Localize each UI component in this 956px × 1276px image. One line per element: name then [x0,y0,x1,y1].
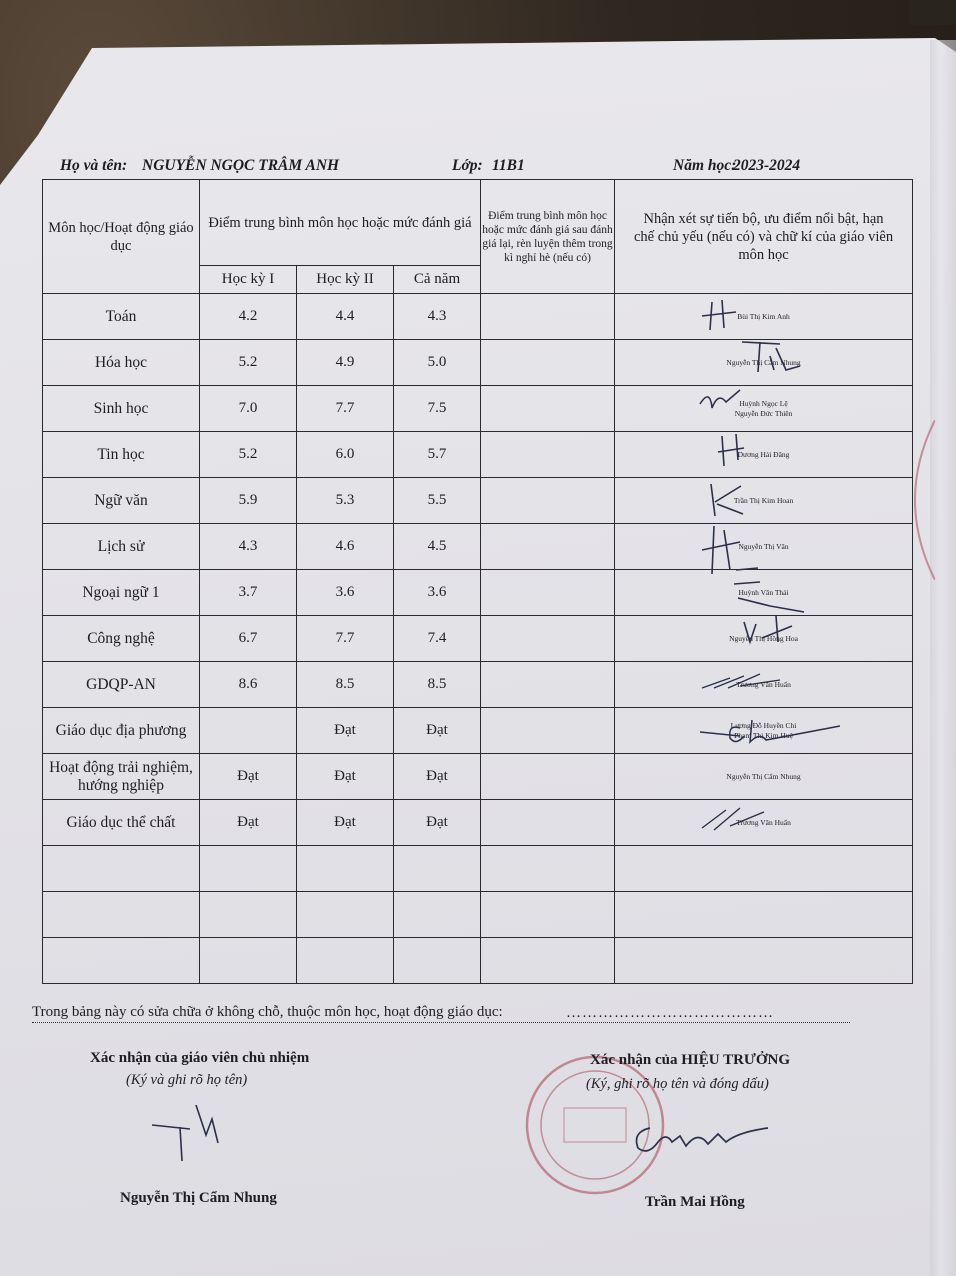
score-hk2-cell: 4.9 [297,340,394,386]
teacher-name: Trương Văn Huấn [736,679,791,689]
subject-cell: Toán [43,294,200,340]
correction-dots: ………………………………… [566,1005,774,1021]
teacher-name: Trần Thị Kim Hoan [733,495,794,505]
grades-table [42,179,913,984]
score-year-cell: 5.7 [394,432,481,478]
empty-row [43,892,913,938]
table-row [43,800,913,846]
col-avg-header: Điểm trung bình môn học hoặc mức đánh giá [200,180,481,266]
teacher-name: Lương Đỗ Huyền Chi [730,720,797,730]
reeval-cell [481,708,615,754]
teacher-name: Dương Hải Đăng [737,449,790,459]
score-hk1-cell: 3.7 [200,570,297,616]
empty-cell [481,938,615,984]
teacher-name: Huỳnh Ngọc Lệ [739,398,788,408]
subject-cell: Công nghệ [43,616,200,662]
empty-cell [481,846,615,892]
student-name: NGUYỄN NGỌC TRÂM ANH [142,157,340,174]
reeval-cell [481,340,615,386]
subject-cell: Tin học [43,432,200,478]
table-row [43,754,913,800]
subject-cell: Ngữ văn [43,478,200,524]
table-row [43,294,913,340]
col-hk2-header: Học kỳ II [297,266,394,294]
teacher-name: Nguyễn Đức Thiên [734,408,793,418]
reeval-cell [481,294,615,340]
teacher-cell [615,294,913,340]
homeroom-teacher-name: Nguyễn Thị Cẩm Nhung [120,1190,277,1206]
teacher-cell [615,800,913,846]
reeval-cell [481,478,615,524]
reeval-cell [481,386,615,432]
teacher-name: Huỳnh Văn Thái [738,587,789,597]
teacher-cell [615,662,913,708]
teacher-cell [615,570,913,616]
empty-cell [43,846,200,892]
score-hk1-cell: 6.7 [200,616,297,662]
empty-cell [394,846,481,892]
col-subject-header: Môn học/Hoạt động giáo dục [43,180,200,294]
score-hk2-cell: 4.4 [297,294,394,340]
teacher-name: Nguyễn Thị Cẩm Nhung [726,357,801,367]
score-year-cell: Đạt [394,754,481,800]
score-year-cell: 4.5 [394,524,481,570]
score-hk1-cell: 8.6 [200,662,297,708]
document-header [60,157,920,179]
class-label: Lớp: [452,157,483,174]
empty-cell [297,892,394,938]
score-year-cell: 7.4 [394,616,481,662]
teacher-cell [615,340,913,386]
principal-name: Trần Mai Hồng [645,1194,745,1210]
table-row [43,524,913,570]
score-hk2-cell: 7.7 [297,386,394,432]
subject-cell: Giáo dục thể chất [43,800,200,846]
score-hk1-cell: 5.9 [200,478,297,524]
reeval-cell [481,432,615,478]
teacher-cell [615,478,913,524]
principal-confirm-sub: (Ký, ghi rõ họ tên và đóng dấu) [586,1076,769,1092]
teacher-cell [615,754,913,800]
year-label: Năm học: [673,157,737,174]
empty-cell [615,846,913,892]
side-stamp [895,420,935,585]
empty-cell [481,892,615,938]
score-hk1-cell: Đạt [200,754,297,800]
table-row [43,708,913,754]
reeval-cell [481,616,615,662]
score-hk1-cell: 5.2 [200,340,297,386]
score-year-cell: 8.5 [394,662,481,708]
table-row [43,662,913,708]
score-hk2-cell: 7.7 [297,616,394,662]
teacher-name: Nguyễn Thị Cẩm Nhung [726,771,801,781]
empty-cell [200,892,297,938]
teacher-cell [615,432,913,478]
score-hk2-cell: 8.5 [297,662,394,708]
col-hk1-header: Học kỳ I [200,266,297,294]
col-comment-header: Nhận xét sự tiến bộ, ưu điểm nổi bật, hạn chế chủ yếu (nếu có) và chữ kí của giáo viên môn học [615,180,913,294]
homeroom-confirm-title: Xác nhận của giáo viên chủ nhiệm [90,1050,310,1066]
col-year-header: Cả năm [394,266,481,294]
subject-cell: Hóa học [43,340,200,386]
reeval-cell [481,570,615,616]
score-hk1-cell [200,708,297,754]
table-row [43,570,913,616]
score-hk2-cell: 5.3 [297,478,394,524]
table-row [43,478,913,524]
subject-cell: Hoạt động trải nghiệm, hướng nghiệp [43,754,200,800]
score-year-cell: 3.6 [394,570,481,616]
empty-cell [615,938,913,984]
paper-edge [930,40,956,1276]
score-year-cell: 5.5 [394,478,481,524]
score-year-cell: Đạt [394,708,481,754]
score-year-cell: 7.5 [394,386,481,432]
empty-cell [297,938,394,984]
teacher-cell [615,524,913,570]
year-value: 2023-2024 [733,157,801,174]
reeval-cell [481,754,615,800]
teacher-name: Bùi Thị Kim Anh [737,311,790,321]
empty-cell [615,892,913,938]
table-row [43,340,913,386]
empty-cell [43,892,200,938]
table-row [43,386,913,432]
empty-row [43,846,913,892]
score-year-cell: 4.3 [394,294,481,340]
score-hk2-cell: 4.6 [297,524,394,570]
class-value: 11B1 [492,157,525,174]
empty-cell [200,846,297,892]
score-hk1-cell: 7.0 [200,386,297,432]
reeval-cell [481,800,615,846]
teacher-name: Nguyễn Thị Hồng Hoa [729,633,798,643]
name-label: Họ và tên: [60,157,128,174]
subject-cell: Ngoại ngữ 1 [43,570,200,616]
empty-cell [43,938,200,984]
subject-cell: Lịch sử [43,524,200,570]
teacher-name: Phạm Thị Kim Huệ [734,730,793,740]
school-stamp [520,1050,670,1205]
subject-cell: Sinh học [43,386,200,432]
score-hk2-cell: Đạt [297,754,394,800]
score-hk1-cell: 4.3 [200,524,297,570]
empty-row [43,938,913,984]
empty-cell [394,892,481,938]
subject-cell: GDQP-AN [43,662,200,708]
col-reeval-header: Điểm trung bình môn học hoặc mức đánh giá sau đánh giá lại, rèn luyện thêm trong kì nghỉ hè (nếu có) [481,180,615,294]
subject-cell: Giáo dục địa phương [43,708,200,754]
reeval-cell [481,524,615,570]
score-hk1-cell: Đạt [200,800,297,846]
empty-cell [394,938,481,984]
dotted-line [32,1022,850,1023]
reeval-cell [481,662,615,708]
score-year-cell: Đạt [394,800,481,846]
teacher-cell [615,616,913,662]
empty-cell [200,938,297,984]
teacher-cell [615,708,913,754]
empty-cell [297,846,394,892]
score-hk2-cell: 6.0 [297,432,394,478]
table-row [43,616,913,662]
principal-confirm-title: Xác nhận của HIỆU TRƯỞNG [590,1052,791,1068]
correction-note: Trong bảng này có sửa chữa ở không chỗ, thuộc môn học, hoạt động giáo dục: [32,1004,503,1020]
score-hk2-cell: Đạt [297,708,394,754]
score-hk1-cell: 4.2 [200,294,297,340]
dark-board [910,0,956,25]
score-year-cell: 5.0 [394,340,481,386]
teacher-name: Trương Văn Huấn [736,817,791,827]
score-hk1-cell: 5.2 [200,432,297,478]
score-hk2-cell: 3.6 [297,570,394,616]
teacher-name: Nguyễn Thị Vân [738,541,789,551]
teacher-cell [615,386,913,432]
score-hk2-cell: Đạt [297,800,394,846]
homeroom-confirm-sub: (Ký và ghi rõ họ tên) [126,1072,248,1088]
table-row [43,432,913,478]
